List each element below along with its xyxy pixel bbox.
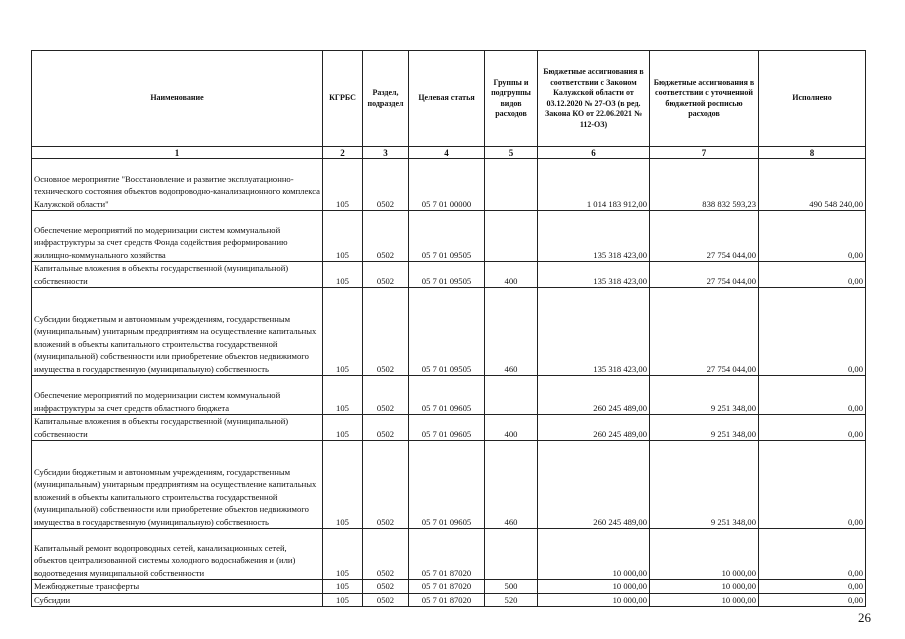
row-target: 05 7 01 87020 (409, 529, 485, 580)
table-row (32, 159, 866, 211)
header-section: Раздел, подраздел (363, 51, 409, 147)
table-row (32, 211, 866, 262)
row-target: 05 7 01 09505 (409, 262, 485, 288)
column-number: 1 (32, 147, 323, 159)
row-target: 05 7 01 87020 (409, 593, 485, 607)
row-target: 05 7 01 09605 (409, 441, 485, 529)
row-name: Субсидии (32, 593, 323, 607)
row-group (485, 529, 538, 580)
row-executed: 0,00 (759, 529, 866, 580)
header-refined-allocation: Бюджетные ассигнования в соответствии с уточненной бюджетной росписью расходов (650, 51, 759, 147)
row-kgrbs: 105 (323, 415, 363, 441)
header-name: Наименование (32, 51, 323, 147)
row-law-allocation: 260 245 489,00 (538, 415, 650, 441)
header-executed: Исполнено (759, 51, 866, 147)
row-law-allocation: 10 000,00 (538, 593, 650, 607)
table-row (32, 580, 866, 594)
row-kgrbs: 105 (323, 441, 363, 529)
column-number: 7 (650, 147, 759, 159)
row-target: 05 7 01 00000 (409, 159, 485, 211)
row-law-allocation: 135 318 423,00 (538, 262, 650, 288)
column-number: 6 (538, 147, 650, 159)
row-group: 520 (485, 593, 538, 607)
row-executed: 0,00 (759, 376, 866, 415)
row-group: 500 (485, 580, 538, 594)
row-section: 0502 (363, 159, 409, 211)
table-row (32, 262, 866, 288)
header-kgrbs: КГРБС (323, 51, 363, 147)
row-group: 460 (485, 441, 538, 529)
row-target: 05 7 01 09605 (409, 376, 485, 415)
row-name: Капитальный ремонт водопроводных сетей, канализационных сетей, объектов централизованной системы холодного водоснабжения и (или) водоотведения муниципальной собственности (32, 529, 323, 580)
row-law-allocation: 260 245 489,00 (538, 376, 650, 415)
row-name: Капитальные вложения в объекты государственной (муниципальной) собственности (32, 262, 323, 288)
table-row (32, 441, 866, 529)
row-section: 0502 (363, 376, 409, 415)
row-group: 460 (485, 288, 538, 376)
row-refined-allocation: 10 000,00 (650, 580, 759, 594)
row-section: 0502 (363, 580, 409, 594)
row-executed: 0,00 (759, 593, 866, 607)
row-section: 0502 (363, 593, 409, 607)
row-refined-allocation: 27 754 044,00 (650, 262, 759, 288)
row-law-allocation: 10 000,00 (538, 580, 650, 594)
row-refined-allocation: 9 251 348,00 (650, 415, 759, 441)
row-kgrbs: 105 (323, 288, 363, 376)
table-row (32, 288, 866, 376)
column-number: 8 (759, 147, 866, 159)
header-row (32, 51, 866, 147)
row-section: 0502 (363, 211, 409, 262)
column-number: 3 (363, 147, 409, 159)
row-executed: 0,00 (759, 441, 866, 529)
table-row (32, 415, 866, 441)
column-number: 5 (485, 147, 538, 159)
row-kgrbs: 105 (323, 376, 363, 415)
row-name: Обеспечение мероприятий по модернизации систем коммунальной инфраструктуры за счет средств областного бюджета (32, 376, 323, 415)
row-law-allocation: 1 014 183 912,00 (538, 159, 650, 211)
column-number-row (32, 147, 866, 159)
row-name: Капитальные вложения в объекты государственной (муниципальной) собственности (32, 415, 323, 441)
row-kgrbs: 105 (323, 211, 363, 262)
row-refined-allocation: 10 000,00 (650, 529, 759, 580)
row-executed: 0,00 (759, 262, 866, 288)
row-refined-allocation: 10 000,00 (650, 593, 759, 607)
row-refined-allocation: 9 251 348,00 (650, 376, 759, 415)
row-name: Межбюджетные трансферты (32, 580, 323, 594)
row-kgrbs: 105 (323, 580, 363, 594)
table-row (32, 593, 866, 607)
row-name: Основное мероприятие "Восстановление и развитие эксплуатационно-технического состояния объектов водопроводно-канализационного комплекса Калужской области" (32, 159, 323, 211)
row-name: Обеспечение мероприятий по модернизации систем коммунальной инфраструктуры за счет средств Фонда содействия реформированию жилищно-коммунального хозяйства (32, 211, 323, 262)
row-group: 400 (485, 262, 538, 288)
row-law-allocation: 135 318 423,00 (538, 288, 650, 376)
row-executed: 0,00 (759, 415, 866, 441)
row-executed: 0,00 (759, 211, 866, 262)
row-name: Субсидии бюджетным и автономным учреждениям, государственным (муниципальным) унитарным предприятиям на осуществление капитальных вложений в объекты капитального строительства государственной (муниципальной) собственности или приобретение объектов недвижимого имущества в государственную (муниципальную) собственность (32, 288, 323, 376)
row-name: Субсидии бюджетным и автономным учреждениям, государственным (муниципальным) унитарным предприятиям на осуществление капитальных вложений в объекты капитального строительства государственной (муниципальной) собственности или приобретение объектов недвижимого имущества в государственную (муниципальную) собственность (32, 441, 323, 529)
budget-table (31, 50, 866, 607)
header-law-allocation: Бюджетные ассигнования в соответствии с Законом Калужской области от 03.12.2020 № 27-ОЗ (в ред. Закона КО от 22.06.2021 № 112-ОЗ) (538, 51, 650, 147)
row-law-allocation: 10 000,00 (538, 529, 650, 580)
table-row (32, 529, 866, 580)
row-kgrbs: 105 (323, 593, 363, 607)
row-kgrbs: 105 (323, 159, 363, 211)
row-refined-allocation: 27 754 044,00 (650, 288, 759, 376)
row-executed: 0,00 (759, 580, 866, 594)
row-law-allocation: 135 318 423,00 (538, 211, 650, 262)
row-target: 05 7 01 09605 (409, 415, 485, 441)
row-section: 0502 (363, 415, 409, 441)
row-target: 05 7 01 09505 (409, 288, 485, 376)
row-executed: 490 548 240,00 (759, 159, 866, 211)
table-row (32, 376, 866, 415)
row-refined-allocation: 27 754 044,00 (650, 211, 759, 262)
row-refined-allocation: 838 832 593,23 (650, 159, 759, 211)
row-law-allocation: 260 245 489,00 (538, 441, 650, 529)
row-section: 0502 (363, 441, 409, 529)
row-target: 05 7 01 09505 (409, 211, 485, 262)
row-section: 0502 (363, 529, 409, 580)
row-refined-allocation: 9 251 348,00 (650, 441, 759, 529)
column-number: 4 (409, 147, 485, 159)
row-section: 0502 (363, 262, 409, 288)
row-group (485, 211, 538, 262)
page-number: 26 (858, 610, 871, 625)
column-number: 2 (323, 147, 363, 159)
row-kgrbs: 105 (323, 529, 363, 580)
header-group: Группы и подгруппы видов расходов (485, 51, 538, 147)
row-group (485, 376, 538, 415)
row-section: 0502 (363, 288, 409, 376)
row-group: 400 (485, 415, 538, 441)
row-kgrbs: 105 (323, 262, 363, 288)
row-target: 05 7 01 87020 (409, 580, 485, 594)
row-group (485, 159, 538, 211)
row-executed: 0,00 (759, 288, 866, 376)
header-target: Целевая статья (409, 51, 485, 147)
